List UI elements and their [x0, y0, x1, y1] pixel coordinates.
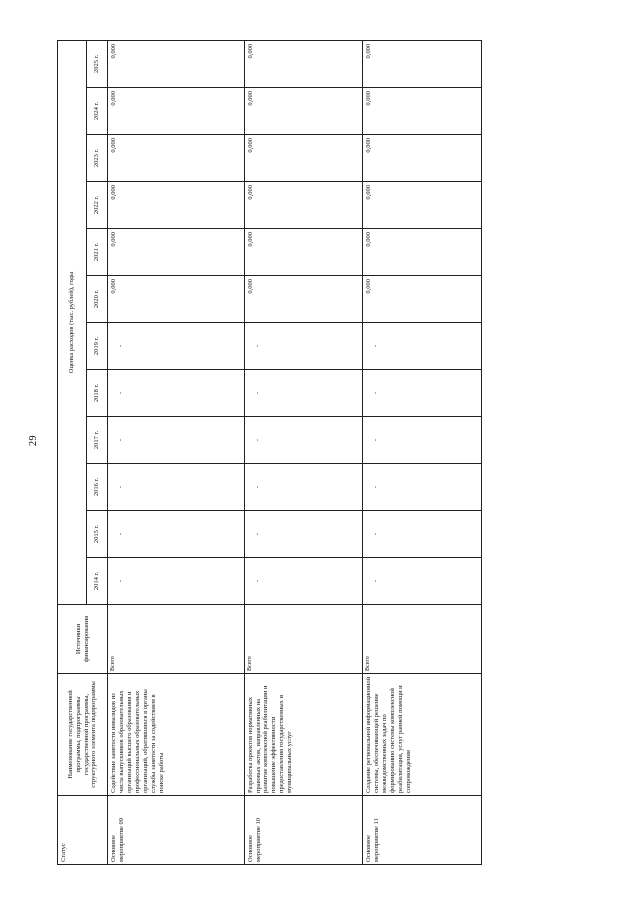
header-year: 2018 г.	[87, 370, 108, 417]
row-name: Содействие занятости инвалидов из числа выпускников образовательных организаций высшего образования и профессиональных образовательных организаций, обратившихся в органы службы занятости за содействием в поиске работы	[108, 674, 245, 796]
row-value: -	[363, 511, 482, 558]
row-source: Всего	[363, 605, 482, 674]
row-value: 0,000	[108, 40, 245, 87]
row-value: -	[108, 417, 245, 464]
row-value: 0,000	[363, 182, 482, 229]
header-year: 2014 г.	[87, 558, 108, 605]
row-value: 0,000	[108, 88, 245, 135]
row-source: Всего	[108, 605, 245, 674]
header-year: 2023 г.	[87, 135, 108, 182]
row-value: -	[108, 558, 245, 605]
row-source: Всего	[244, 605, 363, 674]
table-row	[363, 40, 482, 864]
row-name: Разработка проектов нормативных правовых актов, направленных на развитие комплексной реабилитации и повышение эффективности предоставления государственных и муниципальных услуг	[244, 674, 363, 796]
row-value: -	[108, 464, 245, 511]
row-value: 0,000	[363, 276, 482, 323]
header-year: 2020 г.	[87, 276, 108, 323]
header-estimate: Оценка расходов (тыс. рублей), годы	[58, 40, 87, 604]
row-value: -	[108, 370, 245, 417]
row-value: 0,000	[244, 182, 363, 229]
row-value: 0,000	[363, 40, 482, 87]
row-value: 0,000	[108, 182, 245, 229]
expenditure-table-container	[57, 40, 482, 865]
row-status: Основное мероприятие 11	[363, 796, 482, 865]
header-source: Источники финансирования	[58, 605, 108, 674]
header-name: Наименование государственной программы, подпрограммы государственной программы, структурного элемента подпрограммы	[58, 674, 108, 796]
header-status: Статус	[58, 796, 108, 865]
header-year: 2019 г.	[87, 323, 108, 370]
header-year: 2016 г.	[87, 464, 108, 511]
row-value: 0,000	[363, 229, 482, 276]
row-value: 0,000	[244, 40, 363, 87]
row-value: 0,000	[363, 88, 482, 135]
row-value: 0,000	[244, 88, 363, 135]
row-value: -	[244, 323, 363, 370]
row-value: 0,000	[363, 135, 482, 182]
row-value: 0,000	[244, 276, 363, 323]
row-value: 0,000	[108, 229, 245, 276]
row-value: 0,000	[244, 229, 363, 276]
row-status: Основное мероприятие 10	[244, 796, 363, 865]
header-year: 2015 г.	[87, 511, 108, 558]
row-value: -	[244, 511, 363, 558]
table-row	[108, 40, 245, 864]
header-year: 2024 г.	[87, 88, 108, 135]
row-value: -	[244, 464, 363, 511]
row-value: -	[363, 558, 482, 605]
expenditure-table	[57, 40, 482, 865]
row-value: -	[363, 323, 482, 370]
header-year: 2025 г.	[87, 40, 108, 87]
row-value: -	[244, 370, 363, 417]
row-status: Основное мероприятие 09	[108, 796, 245, 865]
table-row	[244, 40, 363, 864]
row-value: -	[363, 370, 482, 417]
row-value: -	[108, 511, 245, 558]
row-name: Создание региональной информационной системы, обеспечивающей решение межведомственных задач по формированию системы комплексной реабилитации, услуг ранней помощи и сопровождения	[363, 674, 482, 796]
row-value: 0,000	[108, 276, 245, 323]
page-number: 29	[28, 435, 39, 446]
header-year: 2022 г.	[87, 182, 108, 229]
row-value: 0,000	[244, 135, 363, 182]
row-value: -	[244, 558, 363, 605]
row-value: 0,000	[108, 135, 245, 182]
header-year: 2021 г.	[87, 229, 108, 276]
row-value: -	[108, 323, 245, 370]
row-value: -	[363, 464, 482, 511]
row-value: -	[244, 417, 363, 464]
header-year: 2017 г.	[87, 417, 108, 464]
row-value: -	[363, 417, 482, 464]
